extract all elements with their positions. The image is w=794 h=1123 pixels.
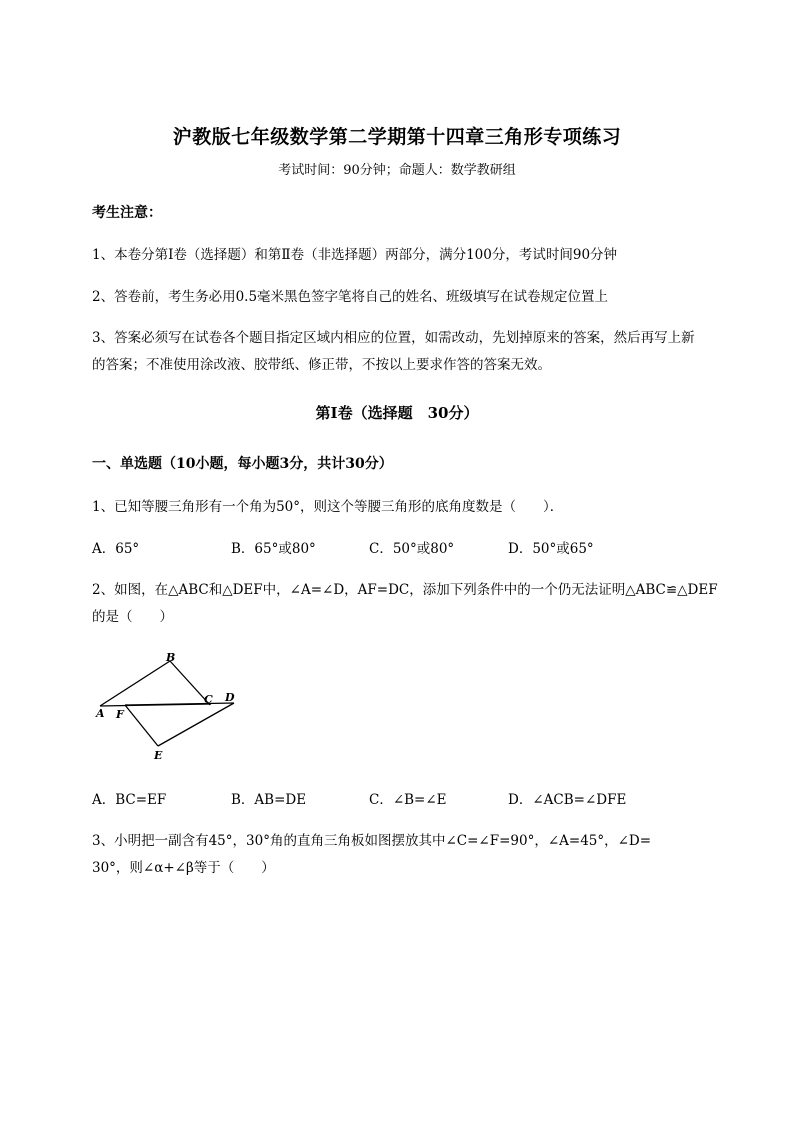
notice-item-3-continued: 的答案；不准使用涂改液、胶带纸、修正带，不按以上要求作答的答案无效。 xyxy=(92,357,551,373)
question-2-option-a: A．BC=EF xyxy=(92,792,167,808)
label-e: E xyxy=(154,749,163,762)
notice-item-1: 1、本卷分第I卷（选择题）和第Ⅱ卷（非选择题）两部分，满分100分，考试时间90分钟 xyxy=(92,247,618,263)
triangle-figure xyxy=(88,645,248,770)
part-title: 一、单选题（10小题，每小题3分，共计30分） xyxy=(92,456,393,472)
label-f: F xyxy=(116,708,124,721)
notice-heading: 考生注意： xyxy=(92,205,162,221)
label-a: A xyxy=(96,707,105,720)
section-title: 第I卷（选择题 30分） xyxy=(315,404,479,422)
question-3-text: 3、小明把一副含有45°，30°角的直角三角板如图摆放其中∠C=∠F=90°，∠A=45°，∠D= xyxy=(92,833,652,849)
label-c: C xyxy=(204,693,213,706)
question-3-text-continued: 30°，则∠α+∠β等于（ ） xyxy=(92,860,275,876)
question-2-option-b: B．AB=DE xyxy=(231,792,307,808)
question-2-text: 2、如图，在△ABC和△DEF中，∠A=∠D，AF=DC，添加下列条件中的一个仍无法证明△ABC≌△DEF xyxy=(92,582,718,598)
label-b: B xyxy=(166,651,176,664)
question-2-option-c: C．∠B=∠E xyxy=(369,792,447,808)
label-d: D xyxy=(225,691,235,704)
question-1-text: 1、已知等腰三角形有一个角为50°，则这个等腰三角形的底角度数是（ ）． xyxy=(92,499,564,515)
page-title: 沪教版七年级数学第二学期第十四章三角形专项练习 xyxy=(172,126,622,148)
exam-info: 考试时间：90分钟；命题人：数学教研组 xyxy=(278,163,516,178)
question-2-option-d: D．∠ACB=∠DFE xyxy=(508,792,627,808)
notice-item-3: 3、答案必须写在试卷各个题目指定区域内相应的位置，如需改动，先划掉原来的答案，然后再写上新 xyxy=(92,330,695,346)
question-2-text-continued: 的是（ ） xyxy=(92,609,173,625)
segment-ab xyxy=(100,661,170,706)
segment-ed xyxy=(158,703,234,746)
segment-fe xyxy=(125,705,158,746)
notice-item-2: 2、答卷前，考生务必用0.5毫米黑色签字笔将自己的姓名、班级填写在试卷规定位置上 xyxy=(92,289,609,305)
question-1-option-a: A．65° xyxy=(92,541,140,557)
question-1-option-c: C．50°或80° xyxy=(369,541,455,557)
question-1-option-d: D．50°或65° xyxy=(508,541,594,557)
question-1-option-b: B．65°或80° xyxy=(231,541,316,557)
